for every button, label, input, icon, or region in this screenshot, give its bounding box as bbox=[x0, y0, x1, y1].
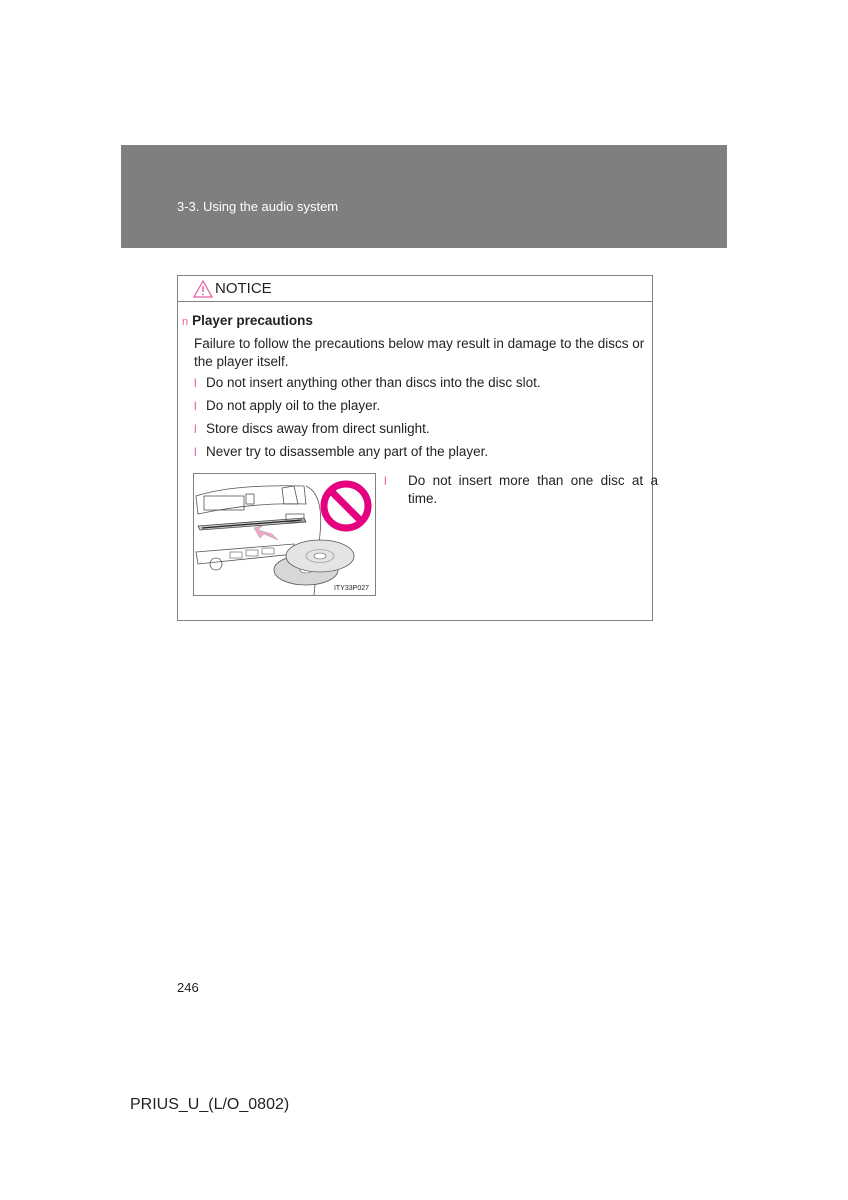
list-item bbox=[194, 420, 541, 443]
list-item bbox=[194, 397, 541, 420]
figure-code: ITY33P027 bbox=[333, 585, 369, 592]
list-item bbox=[194, 374, 541, 397]
subheading-text: Player precautions bbox=[192, 313, 313, 328]
warning-triangle-icon bbox=[193, 280, 213, 298]
figure-note-text: Do not insert more than one disc at a time. bbox=[408, 473, 658, 506]
page-number: 246 bbox=[177, 980, 199, 995]
intro-text: Failure to follow the precautions below may result in damage to the discs or the player itself. bbox=[194, 336, 645, 369]
bullet-marker: l bbox=[194, 399, 197, 413]
footer-code: PRIUS_U_(L/O_0802) bbox=[130, 1096, 290, 1113]
figure-note bbox=[384, 472, 658, 508]
list-item-text: Do not insert anything other than discs into the disc slot. bbox=[206, 375, 541, 390]
list-item bbox=[194, 443, 541, 466]
bullet-marker: l bbox=[194, 376, 197, 390]
list-item-text: Never try to disassemble any part of the player. bbox=[206, 444, 489, 459]
bullet-marker: l bbox=[194, 422, 197, 436]
bullet-marker: l bbox=[194, 445, 197, 459]
notice-label: NOTICE bbox=[215, 280, 272, 297]
disc-player-illustration bbox=[193, 473, 376, 596]
header-band bbox=[121, 145, 727, 248]
disc-player-drawing bbox=[194, 474, 375, 595]
notice-header bbox=[178, 276, 652, 302]
subheading bbox=[182, 313, 313, 328]
subheading-marker: n bbox=[182, 316, 189, 328]
list-item-text: Do not apply oil to the player. bbox=[206, 398, 381, 413]
bullet-marker: l bbox=[384, 474, 387, 488]
precaution-list bbox=[194, 374, 541, 466]
notice-box bbox=[177, 275, 658, 621]
list-item-text: Store discs away from direct sunlight. bbox=[206, 421, 430, 436]
section-title: 3-3. Using the audio system bbox=[177, 199, 339, 214]
